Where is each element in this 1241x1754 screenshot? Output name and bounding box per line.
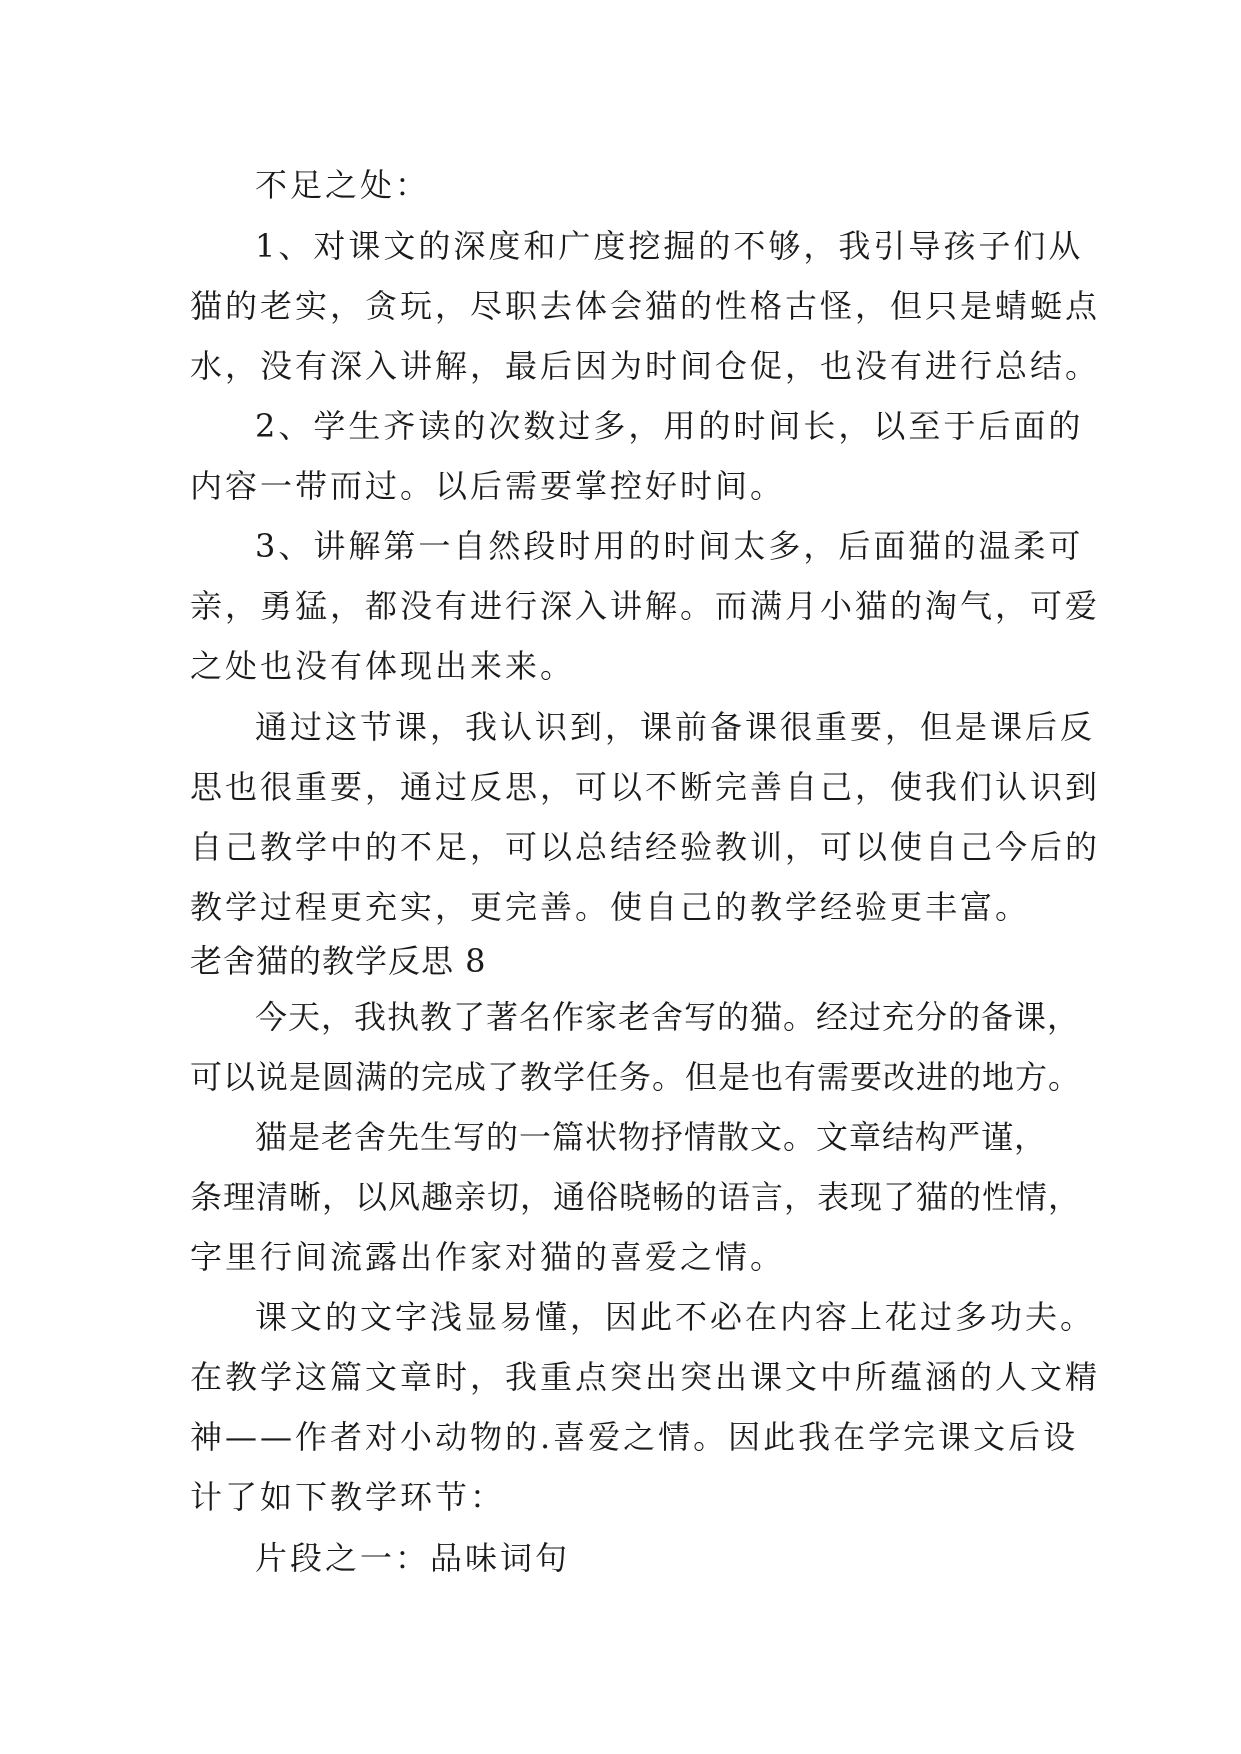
text-line: 思也很重要，通过反思，可以不断完善自己，使我们认识到 — [190, 768, 1101, 806]
text-line: 字里行间流露出作家对猫的喜爱之情。 — [190, 1238, 786, 1276]
text-line: 条理清晰，以风趣亲切，通俗晓畅的语言，表现了猫的性情， — [190, 1178, 1082, 1216]
text-line: 猫的老实，贪玩，尽职去体会猫的性格古怪，但只是蜻蜓点 — [190, 287, 1101, 325]
text-line: 1、对课文的深度和广度挖掘的不够，我引导孩子们从 — [255, 227, 1084, 265]
text-line: 自己教学中的不足，可以总结经验教训，可以使自己今后的 — [190, 828, 1101, 866]
text-line: 教学过程更充实，更完善。使自己的教学经验更丰富。 — [190, 888, 1031, 926]
text-line: 计了如下教学环节： — [190, 1478, 506, 1516]
text-line: 之处也没有体现出来来。 — [190, 647, 576, 685]
text-line: 亲，勇猛，都没有进行深入讲解。而满月小猫的淘气，可爱 — [190, 587, 1101, 625]
text-line: 可以说是圆满的完成了教学任务。但是也有需要改进的地方。 — [190, 1058, 1082, 1096]
text-line: 课文的文字浅显易懂，因此不必在内容上花过多功夫。 — [255, 1298, 1096, 1336]
text-line: 神——作者对小动物的.喜爱之情。因此我在学完课文后设 — [190, 1418, 1079, 1456]
subsection-heading: 片段之一：品味词句 — [255, 1539, 571, 1577]
text-line: 水，没有深入讲解，最后因为时间仓促，也没有进行总结。 — [190, 347, 1101, 385]
text-line: 今天，我执教了著名作家老舍写的猫。经过充分的备课， — [255, 998, 1081, 1036]
text-line: 内容一带而过。以后需要掌控好时间。 — [190, 467, 786, 505]
text-line: 3、讲解第一自然段时用的时间太多，后面猫的温柔可 — [255, 527, 1084, 565]
text-line: 2、学生齐读的次数过多，用的时间长，以至于后面的 — [255, 407, 1084, 445]
section-title: 老舍猫的教学反思 8 — [190, 942, 487, 980]
text-line: 在教学这篇文章时，我重点突出突出课文中所蕴涵的人文精 — [190, 1358, 1101, 1396]
paragraph-heading-shortcomings: 不足之处： — [255, 166, 431, 204]
text-line: 通过这节课，我认识到，课前备课很重要，但是课后反 — [255, 708, 1096, 746]
text-line: 猫是老舍先生写的一篇状物抒情散文。文章结构严谨， — [255, 1118, 1048, 1156]
